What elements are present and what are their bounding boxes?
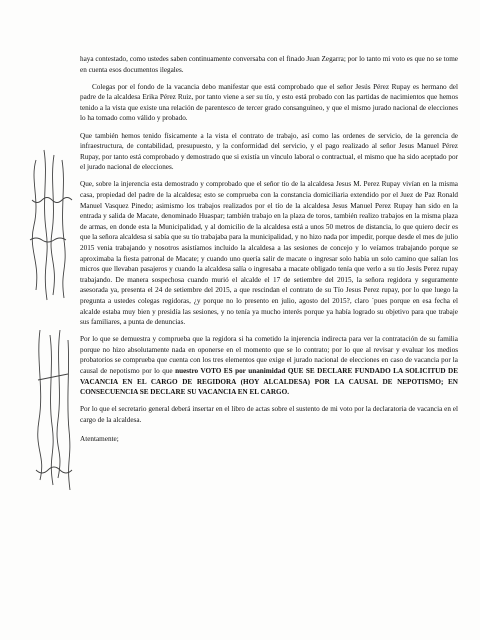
margin-signatures (0, 0, 80, 640)
paragraph-3: Que también hemos tenido físicamente a la vista el contrato de trabajo, así como las ordenes de servicio, de la gerencia de infraestructura, de contabilidad, presupuesto, y la conformidad del servicio, y el pago realizado al señor Jesus Manuel Pérez Rupay, por tanto está comprobado y demostrado que si existía un vínculo laboral o contractual, el mismo que ha sido aceptado por el jurado nacional de elecciones. (80, 131, 458, 172)
paragraph-4: Que, sobre la injerencia esta demostrado y comprobado que el señor tío de la alcaldesa Jesus M. Perez Rupay vivían en la misma casa, propiedad del padre de la alcaldesa; esto se comprueba con la constancia domiciliaria extendido por el Juez de Paz Ronald Manuel Vasquez Pinedo; asimismo los trabajos realizados por el tío de la alcaldesa Jesus Manuel Perez Rupay han sido en la entrada y salida de Macate, denominado Huaspar; también trabajo en la plaza de toros, también realizo trabajos en la misma plaza de armas, en donde esta la Municipalidad, y al domicilio de la alcaldesa está a unos 50 metros de distancia, lo que quiero decir es que la señora alcaldesa si sabía que su tío trabajaba para la municipalidad, y no hizo nada por impedir, porque desde el mes de julio 2015 venia trabajando y nosotros asistíamos incluido la alcaldesa a las sesiones de concejo y lo veíamos trabajando porque se aproximaba la fiesta patronal de Macate; y cuando uno quería salir de macate o ingresar solo había un solo camino que salían los micros que llevaban pasajeros y cuando la alcaldesa salía o ingresaba a macate obligado tenía que verlo a su tío Jesús Perez rupay trabajando. De manera sospechosa cuando murió el alcalde el 17 de setiembre del 2015, la señora regidora y seguramente asesorada ya, presenta el 24 de setiembre del 2015, a que rescindan el contrato de su Tío Jesus Perez rupay, por lo que luego la pregunta a ustedes colegas regidoras, ¿y porque no lo presento en julio, agosto del 2015?, claro ´pues porque en esa fecha el alcalde estaba muy bien y presidía las sesiones, y no tenía ya mucho interés porque ya había logrado su objetivo para que trabaje sus familiares, a punta de denuncias. (80, 180, 458, 327)
paragraph-5-text: Por lo que se demuestra y comprueba que la regidora si ha cometido la injerencia indirecta para ver la contratación de su familia porque no hizo absolutamente nada en oponerse en el momento que se lo contrato; por lo que al revisar y evaluar los medios probatorios se comprueba que cuenta con los tres elementos que exige el jurado nacional de elecciones en caso de vacancia por la causal de nepotismo por lo que (80, 335, 458, 376)
document-body (80, 54, 458, 451)
paragraph-6: Por lo que el secretario general deberá insertar en el libro de actas sobre el sustento de mi voto por la declaratoria de vacancia en el cargo de la alcaldesa. (80, 405, 458, 424)
paragraph-5-vote: nuestro VOTO ES por unanimidad QUE SE DECLARE FUNDADO LA SOLICITUD DE VACANCIA EN EL CARGO DE REGIDORA (HOY ALCALDESA) POR LA CAUSAL DE NEPOTISMO; EN CONSECUENCIA SE DECLARE SU VACANCIA EN EL CARGO. (80, 367, 459, 397)
paragraph-5 (80, 334, 458, 398)
closing: Atentamente; (80, 434, 119, 443)
paragraph-2: Colegas por el fondo de la vacancia debo manifestar que está comprobado que el señor Jesús Pérez Rupay es hermano del padre de la alcaldesa Erika Pérez Ruiz, por tanto viene a ser su tío, y esto está probado con las partidas de nacimientos que hemos tenido a la vista que existe una relación de parentesco de tercer grado consanguíneo, y que el mismo jurado nacional de elecciones lo ha tomado como válido y probado. (80, 82, 458, 123)
paragraph-1: haya contestado, como ustedes saben continuamente conversaba con el finado Juan Zegarra; por lo tanto mi voto es que no se tome en cuenta esos documentos ilegales. (80, 55, 458, 74)
